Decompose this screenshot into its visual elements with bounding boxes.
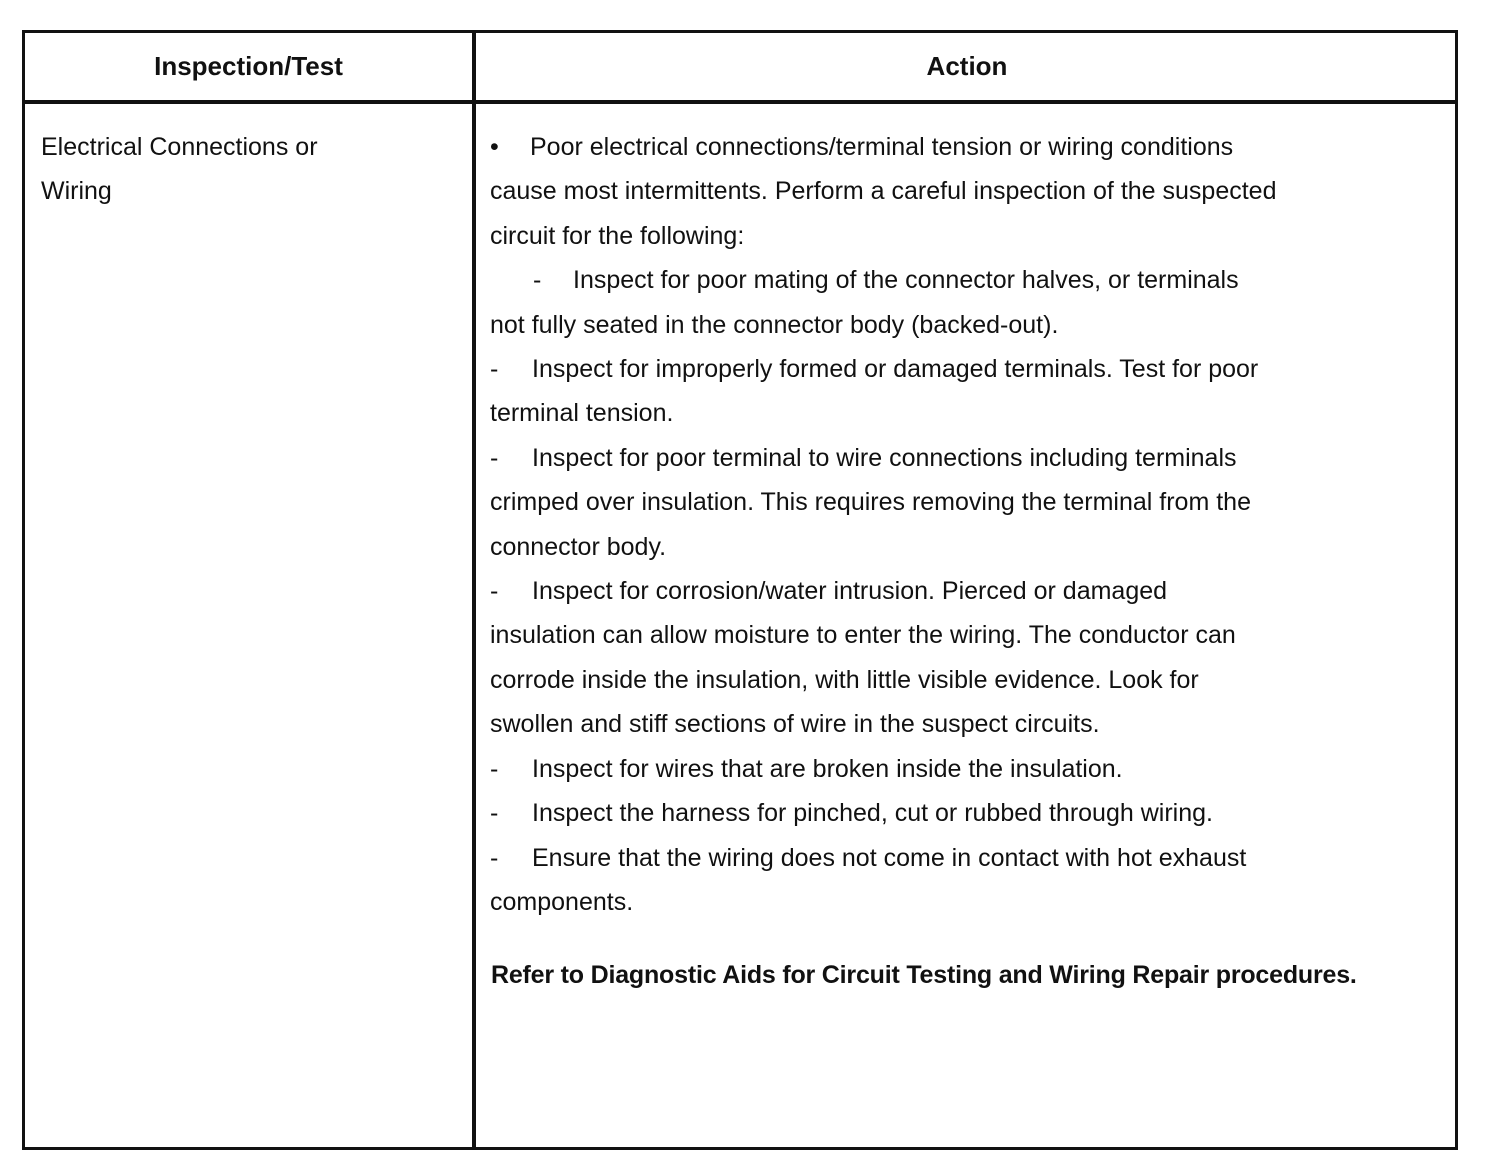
action-item-line: insulation can allow moisture to enter the wiring. The conductor can	[490, 621, 1236, 650]
column-divider	[472, 33, 476, 1147]
action-item-line: swollen and stiff sections of wire in the suspect circuits.	[490, 710, 1100, 739]
action-item-line: connector body.	[490, 532, 667, 561]
dash-marker: -	[490, 443, 499, 472]
inspection-cell	[41, 125, 451, 213]
action-item-line: - Inspect for corrosion/water intrusion. Pierced or damaged	[490, 569, 1390, 613]
dash-marker: -	[490, 799, 499, 828]
header-action: Action	[926, 51, 1008, 81]
dash-marker: -	[490, 577, 499, 606]
action-item-line: not fully seated in the connector body (backed-out).	[490, 310, 1059, 339]
action-item-line: terminal tension.	[490, 399, 674, 428]
action-cell	[490, 125, 1390, 924]
action-item-line: - Inspect for poor mating of the connector halves, or terminals	[490, 258, 1390, 302]
action-item-line: - Inspect for wires that are broken inside the insulation.	[490, 747, 1390, 791]
action-intro-line: cause most intermittents. Perform a careful inspection of the suspected	[490, 177, 1277, 206]
dash-marker: -	[490, 355, 499, 384]
inspection-line: Electrical Connections or	[41, 133, 318, 161]
action-item-line: - Inspect for poor terminal to wire connections including terminals	[490, 436, 1390, 480]
header-inspection-test: Inspection/Test	[154, 51, 343, 81]
action-item-line: components.	[490, 887, 634, 916]
refer-note: Refer to Diagnostic Aids for Circuit Testing and Wiring Repair procedures.	[491, 961, 1357, 989]
header-divider	[25, 100, 1455, 104]
inspection-line: Wiring	[41, 177, 112, 205]
dash-marker: -	[490, 754, 499, 783]
action-item-line: corrode inside the insulation, with little visible evidence. Look for	[490, 665, 1199, 694]
inspection-table	[22, 30, 1458, 1150]
dash-marker: -	[533, 266, 542, 295]
action-item-line: - Ensure that the wiring does not come in contact with hot exhaust	[490, 836, 1390, 880]
action-item-line: - Inspect the harness for pinched, cut or rubbed through wiring.	[490, 791, 1390, 835]
action-item-line: - Inspect for improperly formed or damaged terminals. Test for poor	[490, 347, 1390, 391]
action-intro-line: circuit for the following:	[490, 221, 745, 250]
bullet-marker: •	[490, 133, 499, 161]
action-item-line: crimped over insulation. This requires removing the terminal from the	[490, 488, 1251, 517]
dash-marker: -	[490, 843, 499, 872]
action-intro-line: • Poor electrical connections/terminal tension or wiring conditions	[490, 125, 1390, 169]
